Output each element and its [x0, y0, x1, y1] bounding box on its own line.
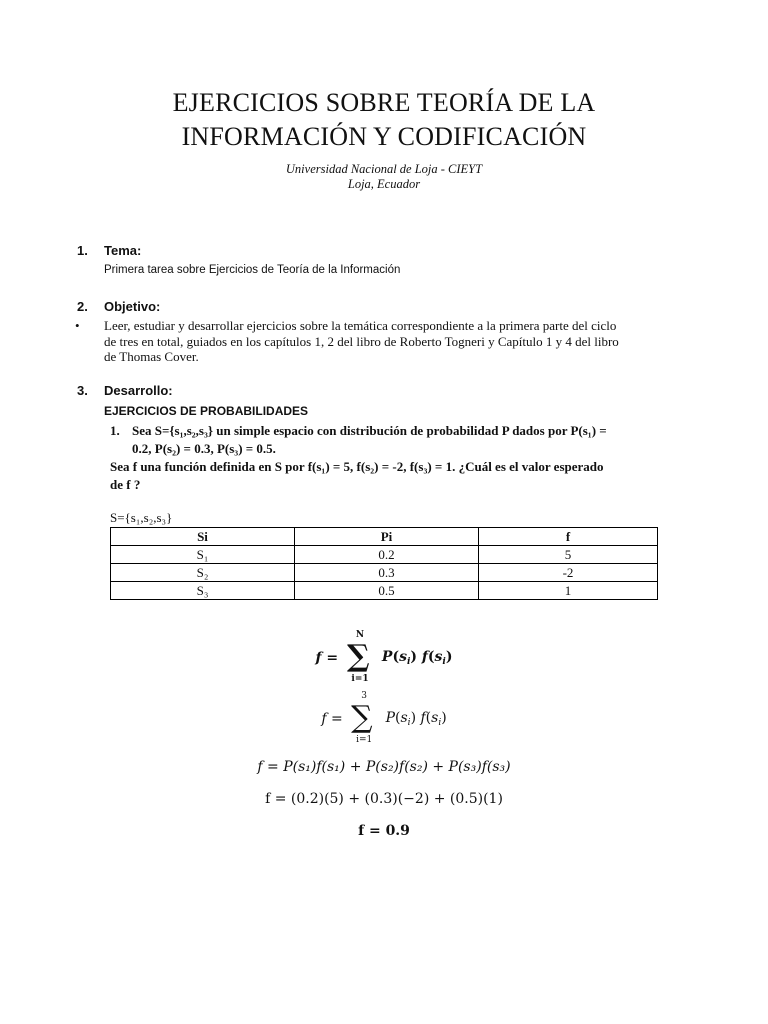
objetivo-line-3: de Thomas Cover.	[104, 349, 199, 364]
table-header-cell: Si	[111, 528, 295, 546]
section-title: Objetivo:	[104, 299, 161, 314]
table-cell: 5	[479, 546, 658, 564]
section-objetivo-heading	[77, 299, 161, 314]
exercise-line-3: Sea f una función definida en S por f(s₁) = 5, f(s₂) = -2, f(s₃) = 1. ¿Cuál es el valor esperado	[110, 459, 604, 474]
table-cell: 0.3	[295, 564, 479, 582]
exercise-line-2: 0.2, P(s₂) = 0.3, P(s₃) = 0.5.	[132, 441, 276, 456]
table-cell: 0.5	[295, 582, 479, 600]
sum-upper-limit: 3	[361, 691, 367, 701]
sum-lower-limit: i=1	[356, 735, 373, 745]
title-line-1: EJERCICIOS SOBRE TEORÍA DE LA	[172, 88, 596, 117]
table-cell: -2	[479, 564, 658, 582]
affiliation: Universidad Nacional de Loja - CIEYT	[285, 162, 483, 176]
section-tema-heading	[77, 243, 142, 258]
author-block	[0, 162, 768, 192]
summation-symbol: N ∑ i=1	[347, 636, 373, 680]
subsection-heading: EJERCICIOS DE PROBABILIDADES	[104, 404, 309, 418]
table-header-cell: Pi	[295, 528, 479, 546]
equation-substituted: f = (0.2)(5) + (0.3)(−2) + (0.5)(1)	[265, 791, 503, 807]
equation-three-term-sum: f = 3 ∑ i=1 $P(s_i)$ $f(s_i)$	[321, 691, 447, 745]
table-cell: S₁	[111, 546, 295, 564]
section-desarrollo-heading	[77, 383, 173, 398]
table-row	[111, 582, 658, 600]
section-number: 2.	[77, 299, 88, 314]
equation-expanded: f = P(s₁)f(s₁) + P(s₂)f(s₂) + P(s₃)f(s₃)	[257, 759, 511, 775]
tema-text: Primera tarea sobre Ejercicios de Teoría de la Información	[104, 264, 401, 276]
exercise-question-a	[110, 422, 658, 458]
probability-table	[110, 527, 658, 600]
equation-general-sum: f = N ∑ i=1 $P(s_i)$ $f(s_i)$	[315, 630, 453, 684]
document-title	[0, 86, 768, 154]
section-number: 1.	[77, 243, 88, 258]
table-header-cell: f	[479, 528, 658, 546]
section-title: Tema:	[104, 243, 142, 258]
table-cell: 0.2	[295, 546, 479, 564]
table-header-row	[111, 528, 658, 546]
set-definition: S={s₁,s₂,s₃}	[110, 510, 173, 525]
exercise-line-1: Sea S={s₁,s₂,s₃} un simple espacio con distribución de probabilidad P dados por P(s₁) =	[132, 423, 607, 438]
equation-result: f = 0.9	[358, 823, 410, 839]
exercise-1	[110, 422, 658, 494]
sum-upper-limit: N	[355, 630, 365, 640]
exercise-line-4: de f ?	[110, 477, 141, 492]
bullet-icon: •	[75, 318, 80, 333]
table-row	[111, 546, 658, 564]
title-line-2: INFORMACIÓN Y CODIFICACIÓN	[181, 122, 587, 151]
table-cell: S₂	[111, 564, 295, 582]
summation-symbol: 3 ∑ i=1	[351, 697, 377, 741]
section-title: Desarrollo:	[104, 383, 173, 398]
section-number: 3.	[77, 383, 88, 398]
table-cell: S₃	[111, 582, 295, 600]
location: Loja, Ecuador	[347, 177, 421, 191]
objetivo-text	[104, 318, 664, 365]
table-row	[111, 564, 658, 582]
objetivo-line-1: Leer, estudiar y desarrollar ejercicios sobre la temática correspondiente a la primera parte del ciclo	[104, 318, 617, 333]
exercise-number: 1.	[110, 423, 120, 438]
sum-lower-limit: i=1	[351, 674, 369, 684]
table-cell: 1	[479, 582, 658, 600]
objetivo-line-2: de tres en total, guiados en los capítulos 1, 2 del libro de Roberto Togneri y Capítulo 1 y 4 del libro	[104, 333, 619, 349]
